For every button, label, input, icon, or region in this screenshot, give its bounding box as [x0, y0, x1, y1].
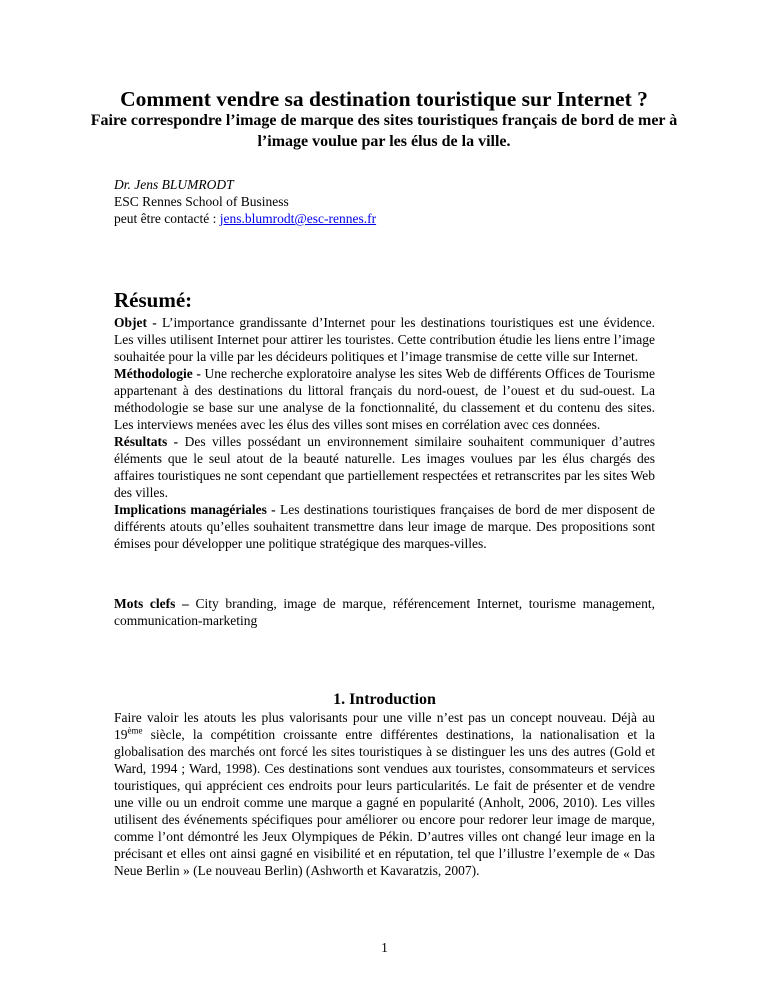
author-contact: [114, 210, 376, 227]
introduction-paragraph: [114, 709, 655, 879]
abstract-section-label: Résultats -: [114, 434, 185, 449]
abstract-section-label: Méthodologie -: [114, 366, 205, 381]
abstract-section-text: L’importance grandissante d’Internet pour les destinations touristiques est une évidence. Les villes utilisent Internet pour attirer les touristes. Cette contribution étudie les liens entre l’image souhaitée pour la ville par les décideurs politiques et l’image transmise de cette ville sur Internet.: [114, 315, 655, 364]
author-affiliation: ESC Rennes School of Business: [114, 194, 289, 209]
keywords-text: City branding, image de marque, référencement Internet, tourisme management, communication-marketing: [114, 596, 655, 628]
introduction-body: [114, 709, 655, 879]
author-block: [114, 176, 376, 227]
abstract-section-text: Les destinations touristiques françaises de bord de mer disposent de différents atouts qu’elles souhaitent transmettre dans leur image de marque. Des propositions sont émises pour développer une politique stratégique des marques-villes.: [114, 502, 655, 551]
paper-subtitle: Faire correspondre l’image de marque des sites touristiques français de bord de mer à l’image voulue par les élus de la ville.: [90, 112, 678, 150]
abstract-section-text: Une recherche exploratoire analyse les sites Web de différents Offices de Tourisme appartenant à des destinations du littoral français du nord-ouest, de l’ouest et du sud-ouest. La méthodologie se base sur une analyse de la fonctionnalité, du classement et du contenu des sites. Les interviews menées avec les élus des villes sont mises en corrélation avec ces données.: [114, 366, 655, 432]
keywords-label: Mots clefs –: [114, 596, 196, 611]
abstract-body: [114, 314, 655, 552]
abstract-section-resultats: [114, 433, 655, 501]
abstract-section-label: Objet -: [114, 315, 162, 330]
intro-superscript: ème: [127, 725, 143, 736]
keywords-paragraph: [114, 595, 655, 629]
abstract-heading: Résumé:: [114, 288, 193, 312]
abstract-section-objet: [114, 314, 655, 365]
keywords: [114, 595, 655, 629]
abstract-section-text: Des villes possédant un environnement similaire souhaitent communiquer d’autres éléments que le seul atout de la beauté naturelle. Les images voulues par les élus chargés des affaires touristiques ne sont cependant que partiellement respectées et retranscrites par les sites Web des villes.: [114, 434, 655, 500]
abstract-section-implications: [114, 501, 655, 552]
abstract-section-methodologie: [114, 365, 655, 433]
contact-label: peut être contacté :: [114, 211, 220, 226]
intro-text-rest: siècle, la compétition croissante entre différentes destinations, la nationalisation et la globalisation des marchés ont forcé les sites touristiques à se distinguer les uns des autres (Gold et Ward, 1994 ; Ward, 1998). Ces destinations sont vendues aux touristes, consommateurs et services touristiques, qui apprécient ces endroits pour leurs particularités. Le fait de présenter et de vendre une ville ou un endroit comme une marque a gagné en popularité (Anholt, 2006, 2010). Les villes utilisent des événements spécifiques pour améliorer ou encore pour redorer leur image de marque, comme l’ont démontré les Jeux Olympiques de Pékin. D’autres villes ont changé leur image en la précisant et elles ont ainsi gagné en visibilité et en réputation, tel que l’illustre l’exemple de « Das Neue Berlin » (Le nouveau Berlin) (Ashworth et Kavaratzis, 2007).: [114, 727, 655, 878]
author-name: Dr. Jens BLUMRODT: [114, 177, 234, 192]
author-email-link[interactable]: jens.blumrodt@esc-rennes.fr: [219, 211, 377, 226]
paper-title: Comment vendre sa destination touristique sur Internet ?: [120, 87, 648, 111]
intro-text-start: Faire valoir les atouts les plus valorisants pour une ville n’est pas un concept nouveau. Déjà au 19: [114, 710, 655, 742]
abstract-section-label: Implications managériales -: [114, 502, 281, 517]
introduction-heading: 1. Introduction: [333, 691, 436, 708]
page-number: 1: [381, 940, 388, 955]
